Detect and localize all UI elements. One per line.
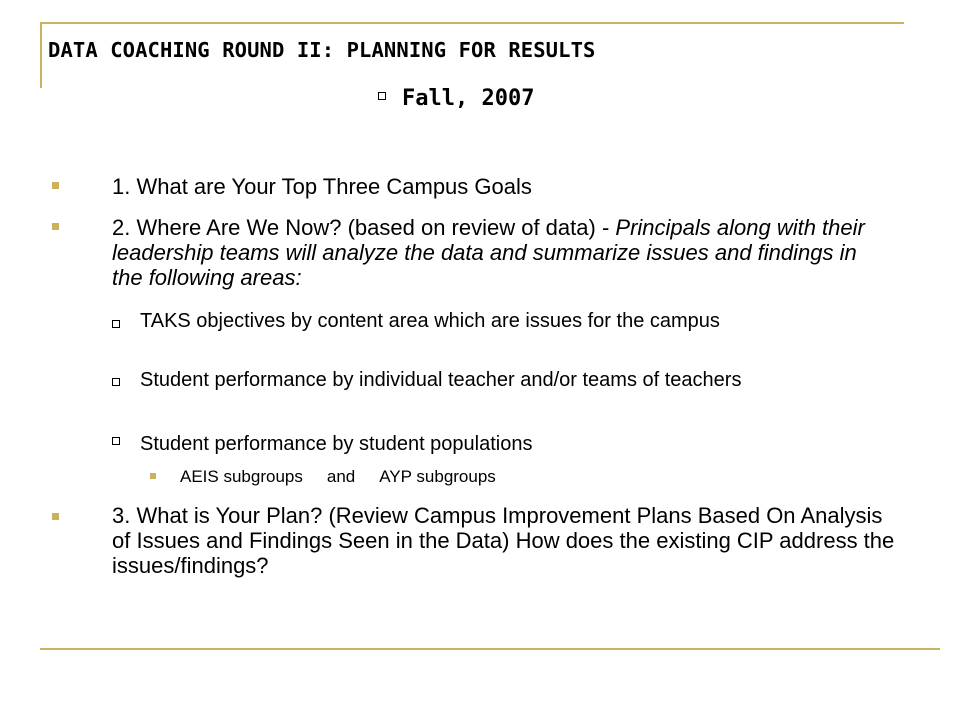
square-bullet-icon	[52, 513, 59, 520]
slide-subtitle	[378, 86, 534, 111]
aeis-subgroups-text: AEIS subgroups	[180, 467, 303, 486]
and-text: and	[326, 467, 356, 486]
left-rule	[40, 22, 42, 88]
square-bullet-icon	[52, 182, 59, 189]
bottom-rule	[40, 648, 940, 650]
sub-list-item: Student performance by student populations	[140, 433, 533, 455]
sub-list-item: Student performance by individual teacher and/or teams of teachers	[140, 369, 742, 391]
list-item: 1. What are Your Top Three Campus Goals	[112, 174, 532, 199]
sub-sub-list-item	[180, 467, 496, 487]
list-item	[112, 215, 887, 290]
checkbox-bullet-icon	[112, 378, 120, 386]
ayp-subgroups-text: AYP subgroups	[379, 467, 496, 486]
checkbox-bullet-icon	[112, 437, 120, 445]
top-rule	[40, 22, 904, 24]
list-item-text: 2. Where Are We Now? (based on review of data) -	[112, 215, 616, 240]
list-item-italic-text: Principals along with their leadership teams will analyze the data and summarize issues and findings in the following areas:	[112, 215, 865, 290]
sub-list-item: TAKS objectives by content area which are issues for the campus	[140, 310, 720, 332]
subtitle-text: Fall, 2007	[402, 86, 535, 111]
square-bullet-icon	[52, 223, 59, 230]
list-item: 3. What is Your Plan? (Review Campus Improvement Plans Based On Analysis of Issues and Findings Seen in the Data) How does the existing CIP address the issues/findings?	[112, 503, 895, 578]
slide-title: DATA COACHING ROUND II: PLANNING FOR RESULTS	[48, 38, 596, 62]
checkbox-bullet-icon	[378, 92, 386, 100]
checkbox-bullet-icon	[112, 320, 120, 328]
square-bullet-icon	[150, 473, 156, 479]
